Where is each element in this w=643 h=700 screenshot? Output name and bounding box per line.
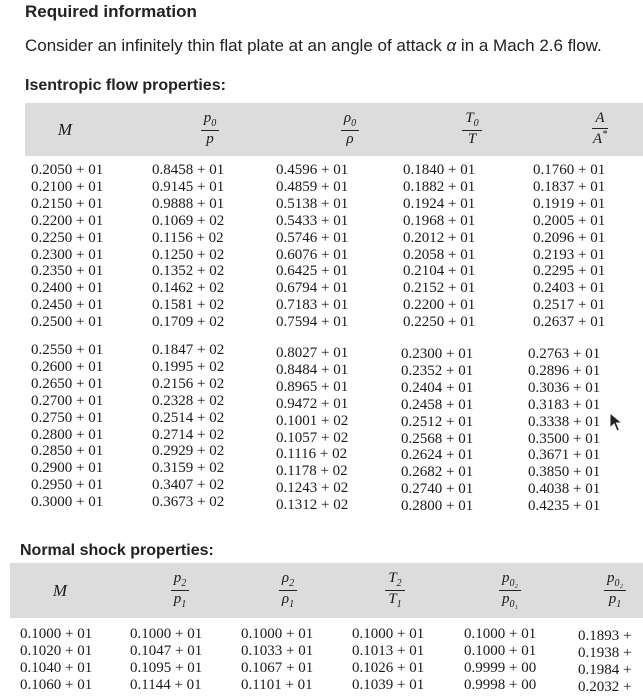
isentropic-col-aastar-a [533, 162, 605, 331]
ns-header-mach: M [52, 580, 68, 600]
table-cell: 0.2500 + 01 [31, 314, 104, 331]
table-cell: 0.2682 + 01 [401, 464, 474, 481]
table-cell: 0.2300 + 01 [401, 346, 474, 362]
table-cell: 0.2700 + 01 [31, 392, 104, 409]
table-cell: 0.1000 + 01 [241, 626, 314, 642]
table-cell: 0.1893 + [578, 628, 632, 644]
table-cell: 0.1000 + 01 [464, 626, 537, 642]
table-cell: 0.2295 + 01 [533, 263, 606, 280]
page-title: Required information [25, 2, 197, 21]
table-cell: 0.5433 + 01 [276, 212, 349, 229]
table-cell: 0.1243 + 02 [276, 480, 349, 497]
table-cell: 0.9472 + 01 [276, 395, 349, 412]
ns-col-p2p1 [130, 626, 202, 694]
table-cell: 0.1069 + 02 [152, 212, 225, 229]
table-cell: 0.1000 + 01 [464, 642, 537, 659]
header-t0-over-t: $\frac{T_0}{T}$ [437, 103, 507, 156]
ns-col-rho2rho1 [241, 626, 313, 694]
table-cell: 0.5138 + 01 [276, 195, 349, 212]
table-cell: 0.1101 + 01 [241, 676, 313, 693]
table-cell: 0.1040 + 01 [20, 659, 93, 676]
table-cell: 0.4596 + 01 [276, 162, 349, 178]
table-cell: 0.2250 + 01 [403, 314, 476, 331]
ns-col-p02p1 [578, 628, 631, 696]
isentropic-col-aastar-b [528, 346, 600, 515]
table-cell: 0.1116 + 02 [276, 446, 348, 463]
problem-text-start: Consider an infinitely thin flat plate at an angle of attack [25, 36, 447, 55]
table-cell: 0.1060 + 01 [20, 676, 93, 693]
table-cell: 0.3000 + 01 [31, 494, 104, 511]
table-cell: 0.1709 + 02 [152, 314, 225, 331]
ns-header-t2-over-t1: $\frac{T_2}{T_1}$ [360, 563, 430, 618]
isentropic-col-t0t-b [401, 346, 473, 515]
table-cell: 0.2850 + 01 [31, 443, 104, 460]
table-cell: 0.8965 + 01 [276, 378, 349, 395]
table-cell: 0.2950 + 01 [31, 477, 104, 494]
table-cell: 0.3183 + 01 [528, 396, 601, 413]
table-cell: 0.3673 + 02 [152, 494, 225, 511]
table-cell: 0.5746 + 01 [276, 229, 349, 246]
table-cell: 0.2650 + 01 [31, 375, 104, 392]
table-cell: 0.3159 + 02 [152, 460, 225, 477]
table-cell: 0.9888 + 01 [152, 195, 225, 212]
table-cell: 0.8484 + 01 [276, 361, 349, 378]
table-cell: 0.1000 + 01 [20, 626, 93, 642]
table-cell: 0.3407 + 02 [152, 477, 225, 494]
table-cell: 0.3850 + 01 [528, 464, 601, 481]
table-cell: 0.1095 + 01 [130, 659, 203, 676]
table-cell: 0.8458 + 01 [152, 162, 225, 178]
header-p0-over-p: $\frac{p_0}{p}$ [175, 103, 245, 156]
table-cell: 0.2400 + 01 [31, 280, 104, 297]
isentropic-col-p0p-a [152, 162, 224, 331]
table-cell: 0.6794 + 01 [276, 280, 349, 297]
table-cell: 0.1760 + 01 [533, 162, 606, 178]
ns-col-p02p01 [464, 626, 536, 694]
header-a-over-astar: $\frac{A}{A^*}$ [592, 110, 608, 147]
table-cell: 0.9999 + 00 [464, 659, 537, 676]
table-cell: 0.3338 + 01 [528, 413, 601, 430]
isentropic-col-rho0rho-b [276, 345, 348, 514]
table-cell: 0.1047 + 01 [130, 642, 203, 659]
table-cell: 0.2714 + 02 [152, 426, 225, 443]
table-cell: 0.1020 + 01 [20, 642, 93, 659]
table-cell: 0.2763 + 01 [528, 346, 601, 362]
table-cell: 0.1968 + 01 [403, 212, 476, 229]
isentropic-col-rho0rho-a [276, 162, 348, 331]
table-cell: 0.6425 + 01 [276, 263, 349, 280]
table-cell: 0.2152 + 01 [403, 280, 476, 297]
table-cell: 0.2517 + 01 [533, 297, 606, 314]
table-cell: 0.2150 + 01 [31, 195, 104, 212]
table-cell: 0.1156 + 02 [152, 229, 224, 246]
table-cell: 0.1000 + 01 [130, 626, 203, 642]
table-cell: 0.2032 + [578, 678, 632, 695]
table-cell: 0.1938 + [578, 644, 632, 661]
table-cell: 0.1352 + 02 [152, 263, 225, 280]
table-cell: 0.4859 + 01 [276, 178, 349, 195]
ns-header-p2-over-p1: $\frac{p_2}{p_1}$ [145, 563, 215, 618]
isentropic-col-mach-b [31, 342, 103, 511]
problem-statement [25, 36, 602, 56]
table-cell: 0.2404 + 01 [401, 379, 474, 396]
table-cell: 0.2740 + 01 [401, 481, 474, 498]
ns-header-p02-over-p01: $\frac{p_{0_2}}{p_{0_1}}$ [475, 563, 545, 618]
table-cell: 0.1847 + 02 [152, 342, 225, 358]
table-cell: 0.2058 + 01 [403, 246, 476, 263]
table-cell: 0.2800 + 01 [31, 426, 104, 443]
table-cell: 0.1995 + 02 [152, 358, 225, 375]
isentropic-col-mach-a [31, 162, 103, 331]
table-cell: 0.2512 + 01 [401, 413, 474, 430]
table-cell: 0.8027 + 01 [276, 345, 349, 361]
table-cell: 0.3500 + 01 [528, 430, 601, 447]
table-cell: 0.9998 + 00 [464, 676, 537, 693]
table-cell: 0.2929 + 02 [152, 443, 225, 460]
table-cell: 0.2200 + 01 [403, 297, 476, 314]
table-cell: 0.1057 + 02 [276, 429, 349, 446]
table-cell: 0.4038 + 01 [528, 481, 601, 498]
table-cell: 0.7594 + 01 [276, 314, 349, 331]
table-cell: 0.1144 + 01 [130, 676, 202, 693]
table-cell: 0.2100 + 01 [31, 178, 104, 195]
alpha-symbol: α [446, 36, 457, 55]
normal-shock-header-row [10, 563, 643, 618]
table-cell: 0.2750 + 01 [31, 409, 104, 426]
table-cell: 0.2514 + 02 [152, 409, 225, 426]
table-cell: 0.3671 + 01 [528, 447, 601, 464]
table-cell: 0.2800 + 01 [401, 498, 474, 515]
isentropic-section-title: Isentropic flow properties: [25, 77, 226, 94]
table-cell: 0.3036 + 01 [528, 379, 601, 396]
table-cell: 0.2900 + 01 [31, 460, 104, 477]
isentropic-col-p0p-b [152, 342, 224, 511]
problem-text-end: in a Mach 2.6 flow. [456, 36, 602, 55]
table-cell: 0.1039 + 01 [352, 676, 425, 693]
table-cell: 0.1067 + 01 [241, 659, 314, 676]
normal-shock-section-title: Normal shock properties: [20, 542, 214, 559]
table-cell: 0.1001 + 02 [276, 412, 349, 429]
header-mach: M [57, 119, 73, 139]
table-cell: 0.2250 + 01 [31, 229, 104, 246]
ns-header-p02-over-p1: $\frac{p_{0_2}}{p_1}$ [580, 563, 643, 618]
table-cell: 0.2104 + 01 [403, 263, 476, 280]
table-cell: 0.2328 + 02 [152, 392, 225, 409]
table-cell: 0.1000 + 01 [352, 626, 425, 642]
table-cell: 0.2350 + 01 [31, 263, 104, 280]
table-cell: 0.1837 + 01 [533, 178, 606, 195]
ns-col-mach [20, 626, 92, 694]
table-cell: 0.2450 + 01 [31, 297, 104, 314]
table-cell: 0.1178 + 02 [276, 463, 348, 480]
header-rho0-over-rho: $\frac{\rho_0}{\rho}$ [315, 103, 385, 156]
table-cell: 0.2050 + 01 [31, 162, 104, 178]
table-cell: 0.2550 + 01 [31, 342, 104, 358]
table-cell: 0.2458 + 01 [401, 396, 474, 413]
table-cell: 0.2096 + 01 [533, 229, 606, 246]
table-cell: 0.2193 + 01 [533, 246, 606, 263]
table-cell: 0.1026 + 01 [352, 659, 425, 676]
table-cell: 0.2624 + 01 [401, 447, 474, 464]
table-cell: 0.2012 + 01 [403, 229, 476, 246]
isentropic-header-row [25, 103, 643, 156]
table-cell: 0.7183 + 01 [276, 297, 349, 314]
table-cell: 0.2637 + 01 [533, 314, 606, 331]
table-cell: 0.2403 + 01 [533, 280, 606, 297]
mouse-cursor-icon [609, 412, 625, 432]
table-cell: 0.2896 + 01 [528, 362, 601, 379]
table-cell: 0.2200 + 01 [31, 212, 104, 229]
table-cell: 0.1462 + 02 [152, 280, 225, 297]
ns-col-t2t1 [352, 626, 424, 694]
table-cell: 0.1013 + 01 [352, 642, 425, 659]
table-cell: 0.9145 + 01 [152, 178, 225, 195]
table-cell: 0.2352 + 01 [401, 362, 474, 379]
table-cell: 0.4235 + 01 [528, 498, 601, 515]
table-cell: 0.1581 + 02 [152, 297, 225, 314]
table-cell: 0.1250 + 02 [152, 246, 225, 263]
table-cell: 0.6076 + 01 [276, 246, 349, 263]
table-cell: 0.1312 + 02 [276, 497, 349, 514]
table-cell: 0.2300 + 01 [31, 246, 104, 263]
table-cell: 0.1882 + 01 [403, 178, 476, 195]
ns-header-rho2-over-rho1: $\frac{\rho_2}{\rho_1}$ [253, 563, 323, 618]
table-cell: 0.1919 + 01 [533, 195, 606, 212]
table-cell: 0.2005 + 01 [533, 212, 606, 229]
table-cell: 0.1924 + 01 [403, 195, 476, 212]
table-cell: 0.2156 + 02 [152, 375, 225, 392]
table-cell: 0.1984 + [578, 661, 632, 678]
table-cell: 0.1840 + 01 [403, 162, 476, 178]
table-cell: 0.2568 + 01 [401, 430, 474, 447]
table-cell: 0.1033 + 01 [241, 642, 314, 659]
isentropic-col-t0t-a [403, 162, 475, 331]
table-cell: 0.2600 + 01 [31, 358, 104, 375]
